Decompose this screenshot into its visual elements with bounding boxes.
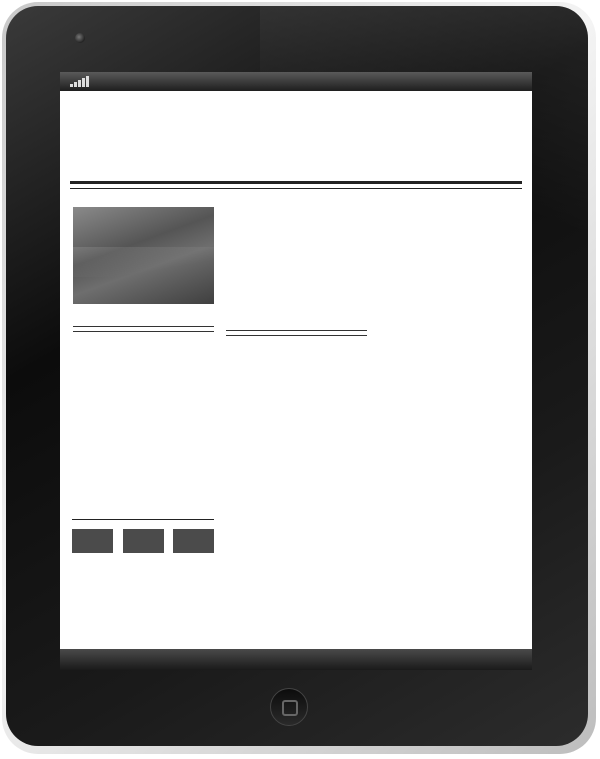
- thumbnail[interactable]: [173, 529, 214, 553]
- status-bar: [60, 72, 532, 91]
- home-square-icon: [282, 700, 298, 716]
- thumbnail-strip: [72, 529, 214, 553]
- thumbnail[interactable]: [72, 529, 113, 553]
- masthead-rule-bottom: [70, 188, 522, 189]
- column-2-rule: [226, 330, 367, 331]
- column-1: [73, 324, 214, 336]
- home-button[interactable]: [270, 688, 308, 726]
- app-dock: [60, 649, 532, 670]
- story-photo: [73, 207, 214, 304]
- column-2-subhead-rule: [226, 335, 367, 336]
- thumbnail[interactable]: [123, 529, 164, 553]
- signal-icon: [70, 76, 89, 87]
- masthead-rule-top: [70, 181, 522, 184]
- column-1-rule: [73, 326, 214, 327]
- column-2: [226, 324, 367, 340]
- thumbs-rule: [72, 519, 214, 520]
- tablet-screen: [60, 72, 532, 670]
- camera-icon: [75, 33, 85, 43]
- bar-chart: [378, 398, 522, 468]
- column-1-subhead-rule: [73, 331, 214, 332]
